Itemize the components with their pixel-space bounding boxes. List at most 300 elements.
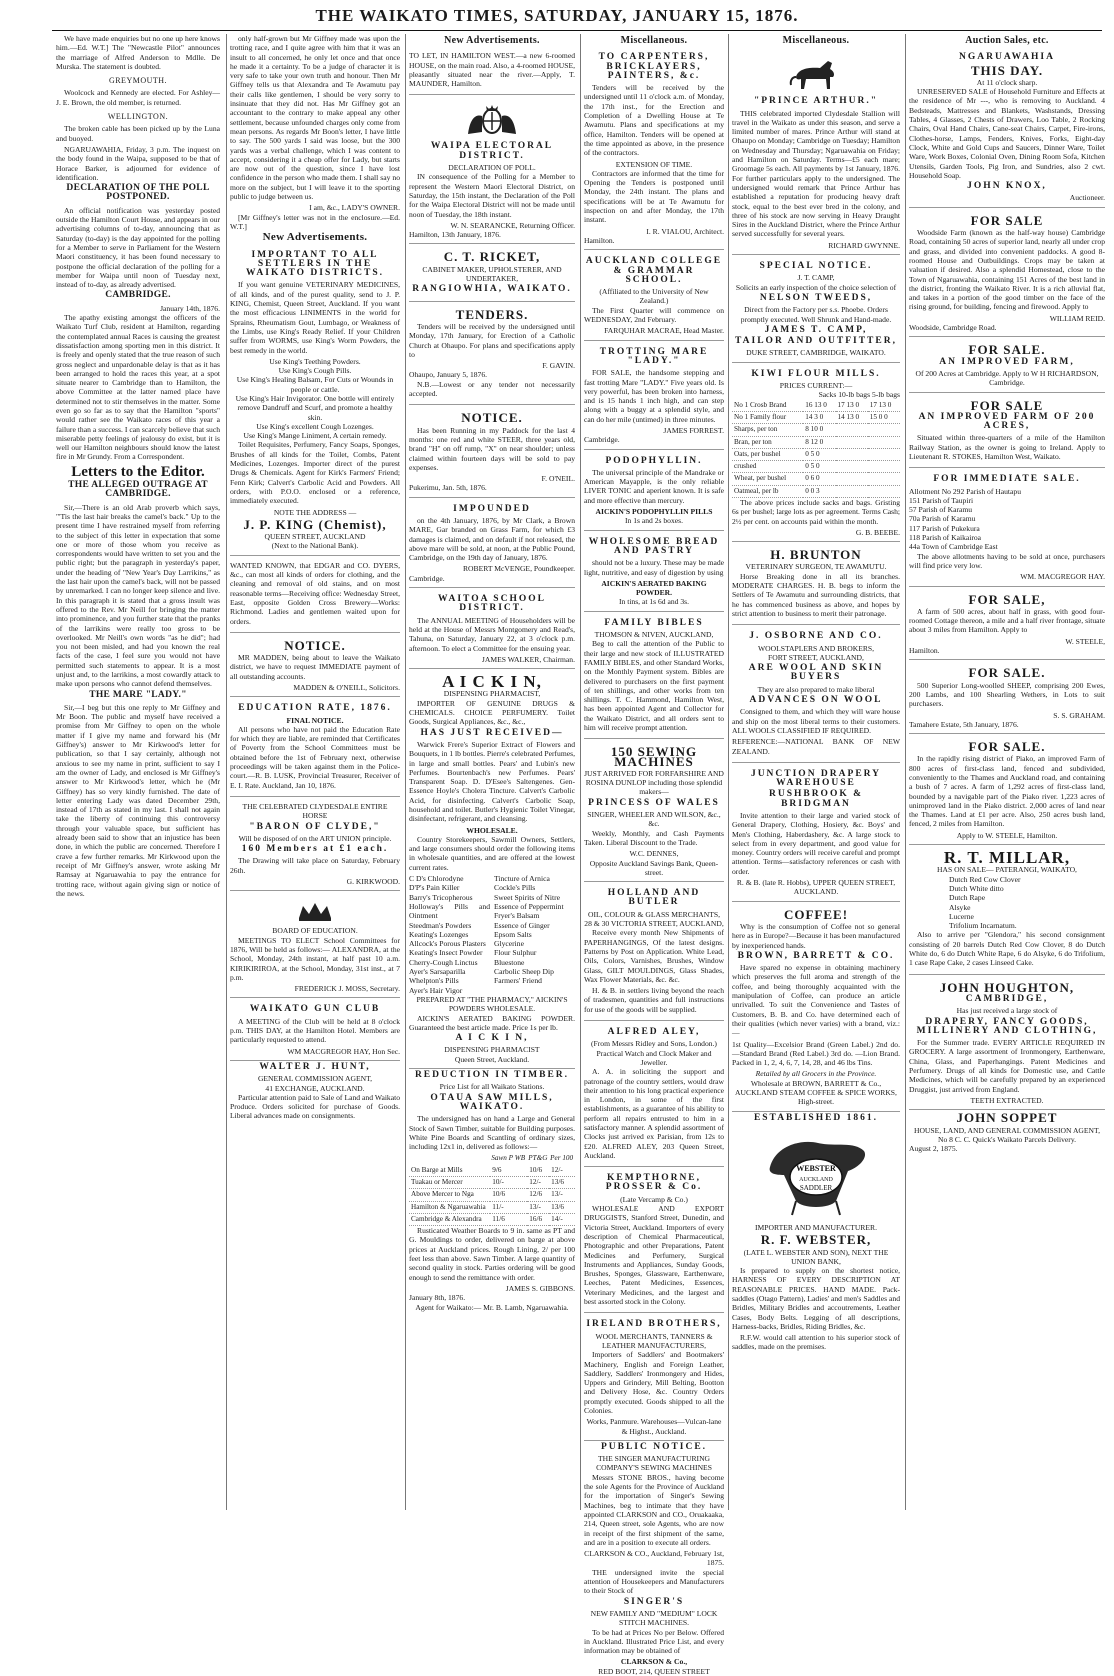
allotment-item: 57 Parish of Karamu [909,505,973,515]
royal-arms-icon [464,104,520,138]
ricket-place: RANGIOWHIA, WAIKATO. [412,284,572,295]
sale-body: Of 200 Acres at Cambridge. Apply to W H RICHARDSON, Cambridge. [915,368,1099,388]
ngaruawahia-heading: NGARUAWAHIA [959,52,1055,63]
education-subheading: FINAL NOTICE. [286,715,344,725]
saddle-illustration-icon [756,1127,876,1219]
college-body: The First Quarter will commence on WEDNESDAY, 2nd February. [584,305,724,325]
ad-tenders [409,304,575,406]
king-heading: IMPORTANT TO ALL SETTLERS IN THE WAIKATO DISTRICTS. [245,249,385,279]
aickin-item: D'P's Pain Killer [409,883,460,893]
king-tail: Toilet Requisites, Perfumery, Fancy Soaps, Sponges, Brushes of all kinds for the Toilet, Combs, Patent Medicines, Lozenges. Importer direct of the purest Drugs & Chemicals. Agent for Kirk's Farmers' Friend; Fenn Kirk; Calvert's Carbolic Acid and Powders. All orders, with P.O.O. enclosed or a reference, immediately executed. [230,440,400,506]
kiwi-cell: Sharps, per ton [732,424,803,436]
kiwi-cell [868,436,900,448]
aickin-item: Ayer's Hair Vigor [409,985,463,995]
kiwi-cell: 17 13 0 [836,400,868,412]
ad-aickin-pharmacist [409,671,575,1069]
soppet-subheading: HOUSE, LAND, AND GENERAL COMMISSION AGENT, [913,1125,1101,1135]
king-product-item: Use King's Mange Liniment, A certain remedy. [243,431,387,441]
ad-special-notice [732,257,900,363]
ad-alfred-aley [584,1023,724,1167]
osborne-address: FORT STREET, AUCKLAND, [768,652,864,662]
kiwi-row [732,448,900,460]
masthead: THE WAIKATO TIMES, SATURDAY, JANUARY 15, 1876. [315,6,799,25]
kiwi-cell [836,424,868,436]
kiwi-row [732,461,900,473]
king-product-item: Use King's Teething Powders. [269,356,361,366]
osborne-reference: REFERENCE:—NATIONAL BANK OF NEW ZEALAND. [732,737,900,756]
aickin-item: Keating's Lozenges [409,929,469,939]
mare-heading: THE MARE "LADY." [89,689,187,700]
ad-podophyllin [584,452,724,531]
kiwi-heading: KIWI FLOUR MILLS. [751,368,881,379]
kiwi-cell: No 1 Family flour [732,411,803,423]
immediate-body: The above allotments having to be sold at once, purchasers will find price very low. [909,551,1105,570]
clyde-body: Will be disposed of on the ART UNION principle. [238,833,392,843]
houghton-place: CAMBRIDGE, [965,993,1049,1004]
timber-cell: 16/6 [527,1213,549,1225]
kiwi-cell: 14 13 0 [836,411,868,423]
timber-header-cell: Per 100 [550,1154,574,1163]
kempthorne-body: WHOLESALE AND EXPORT DRUGGISTS, Stanford Street, Dunedin, and Victoria Street, Auckland. Importers of every description of Chemical Pharmaceutical, Photographic and other Preparations, Patent Medicines and Perfumery, Surgical Instruments and Appliances, Sunday Goods, Brushes, Sponges, Glassware, Earthenware, Leeches, Patent Medicines, Essences, Veterinary Medicines, and the largest and best assorted stock in the Colony. [584,1204,724,1307]
timber-cell: 10/6 [527,1165,549,1177]
holland-heading: HOLLAND AND BUTLER [607,888,701,908]
allotment-item: 118 Parish of Kaikairoa [909,533,982,543]
sale-subheading: AN IMPROVED FARM OF 200 ACRES, [918,411,1096,432]
ireland-works: Works, Panmure. Warehouses—Vulcan-lane & Highst., Auckland. [586,1417,722,1436]
houghton-tail: For the Summer trade. EVERY ARTICLE REQUIRED IN GROCERY. A large assortment of Ironmongery, Earthenware, China, Glass, and Paperhangings. Patent Medicines and Perfumery. Drugs of all kinds for Domestic use, and Cattle Medicines, which will be carefully prepared by an experienced Druggist, just arrived from England. [909,1038,1105,1094]
notice-body: Has been Running in my Paddock for the last 4 months: one red and white STEER, three years old, brand "H" on off rump, "X" on near shoulder; unless claimed within fourteen days will be sold to pay expenses. [409,425,575,472]
aickin-item: Holloway's Pills and Ointment [409,901,490,921]
aickin-subheading: DISPENSING PHARMACIST, [443,689,541,699]
crown-crest-icon [295,900,335,922]
public-notice-subheading: THE SINGER MANUFACTURING COMPANY'S SEWING MACHINES [596,1454,712,1473]
ad-ricket [409,246,575,301]
singer-name: SINGER'S [623,1596,685,1607]
junction-signature: R. & B. (late R. Hobbs), UPPER QUEEN STREET, AUCKLAND. [736,878,896,897]
school-signature: JAMES WALKER, Chairman. [481,654,575,664]
column-divider [728,34,729,1510]
outrage-letter: Sir,—There is an old Arab proverb which says, "'Tis the last hair breaks the camel's back." Up to the present time I have restrained myself from referring to the subject of this letter in expectation that some one or more of those whom you receive as correspondents would have written to set you and the public right; but the paragraph in yesterday's paper, under the heading of "New Year's Day Larrikins," as the last hair upon the camel's back, will not be passed by unremarked. I can no longer keep silence and live. In this paragraph it is stated that a gross insult was offered to the Rev. Mr Neill for bringing the matter into prominence, and you further state that the pranks of the larrikins were really too gross to be overlooked. Mr Neill's own words "as he did"; had you not been misled, and had you known the real facts of the case, I feel sure you would not have permitted such statements to appear. It is a most unjust and, to the larrikins, a most cowardly attack to make upon persons who cannot defend themselves. [56,502,220,689]
impounded-body: on the 4th January, 1876, by Mr Clark, a Brown MARE, Gar branded on Grass Farm, for which £3 damages is claimed, and on default if not released, the above mare will be sold, at noon, at the Public Pound, Cambridge, on the 19th day of January, 1876. [409,515,575,563]
kiwi-cell: 16 13 0 [803,400,835,412]
ad-wanted-known [230,558,400,633]
column-miscellaneous [584,34,725,1676]
aickin-powder: AICKIN'S AERATED BAKING POWDER. Guaranteed the best article made. Price 1s per lb. [409,1013,575,1032]
established-heading: ESTABLISHED 1861. [753,1112,879,1123]
prince-arthur-body: THIS celebrated imported Clydesdale Stallion will travel in the Waikato as under this season, and serve a limited number of mares. Prince Arthur will stand at Ohaupo on Monday; Cambridge on Tuesday; Hamilton on Wednesday and Thursday; Ngaruawahia on Friday; and Hamilton on Saturday. Terms—£5 each mare; Groomage 5s each. All payments by 1st January, 1876. For further particulars apply to the undersigned. The undersigned would remark that Prince Arthur has established a reputation for producing heavy draft stock, equal to the best ever bred in the colony, and three of his stock are now serving in Heavy Draught Sires in the Auckland District, where the Prince Arthur served successfully for several years. [732,108,900,239]
aickin-item: Essence of Ginger [494,920,550,930]
kiwi-cell: 0 5 0 [803,461,835,473]
poll-heading: DECLARATION OF THE POLL POSTPONED. [66,183,210,203]
extension-heading: EXTENSION OF TIME. [615,159,693,169]
timber-cell: 12/6 [527,1189,549,1201]
sale-heading: FOR SALE. [968,342,1046,358]
sale-subheading: AN IMPROVED FARM, [939,356,1075,367]
extension-place: Hamilton. [584,235,615,245]
houghton-body: Has just received a large stock of [956,1006,1058,1016]
kiwi-row [732,485,900,497]
aickin-item: Whelpton's Pills [409,976,459,986]
ad-immediate-sale [909,470,1105,586]
timber-cell: 13/6 [549,1201,575,1213]
notice-heading: NOTICE. [284,637,346,653]
timber-row [409,1165,575,1177]
sewing-make: PRINCESS OF WALES [588,797,720,808]
ad-for-sale-farm-200 [909,339,1105,392]
aley-trade: Practical Watch and Clock Maker and Jeweller. [596,1048,712,1067]
millar-seed-item: Lucerne [949,911,974,921]
mare-letter: Sir,—I beg but this one reply to Mr Giffney and Mr Boon. The public and myself have received a promise from Mr Giffney to open on the whole matter if I give my name and forward his (Mr Giffney's) answer to Mr Kirkwood's letter for publication, so that I say certainly, although not anxious to see my name in print, sufficient to say I am the owner of Lady, and enclosed is Mr Giffney's answer to Mr Kirkwood's letter, which he (Mr Giffney) has so very kindly furnished. The date of letter entering Lady was dated December 29th, instead of 17th as stated in my last. I shall not again take the liberty of continuing this controversy through your valuable space, but sufficient has already been said to show that an injustice has been done, in which the public are concerned. Therefore I crave a few further remarks. Mr Kirkwood upon the receipt of Mr Giffney's answer, wrote asking Mr Ramsay at Ngaruawahia to pay the entrance for trotting race, without again giving sign or notice of the news. [56,702,220,898]
otaua-heading: OTAUA SAW MILLS, WAIKATO. [430,1092,554,1112]
cambridge-date: January 14th, 1876. [160,303,220,313]
bibles-from: THOMSON & NIVEN, AUCKLAND, [594,630,714,640]
timber-subheading: Price List for all Waikato Stations. [439,1082,545,1092]
sewing-subheading: JUST ARRIVED FOR FORFARSHIRE AND ROSINA DUNLOP including those splendid makers— [584,768,724,797]
kiwi-row [732,436,900,448]
king-product-list [230,357,400,441]
aickin-item: Epsom Salts [494,929,532,939]
ricket-name: C. T. RICKET, [443,249,541,265]
timber-cell: 13/6 [549,1176,575,1188]
trotting-signature: JAMES FORREST. [663,425,724,435]
millar-seed-item: Dutch Red Cow Clover [949,874,1021,884]
osborne-body: They are also prepared to make liberal [757,684,875,694]
ad-for-sale-farm-hamilton [909,395,1105,469]
timber-header [409,1153,575,1164]
sewing-heading: 150 SEWING MACHINES [610,744,698,769]
kempthorne-subheading: (Late Vercamp & Co.) [620,1194,688,1204]
education-body: All persons who have not paid the Education Rate for which they are liable, are reminded that Certificates of Poverty from the School Committees must be obtained before the 1st of February next, otherwise proceedings will be taken against them in the Police-court.—R. B. LUSK, Provincial Treasurer, Receiver of E. I. Rate. Auckland, Jan 10, 1876. [230,724,400,790]
coffee-body: Why is the consumption of Coffee not so general here as in Europe?—Because it has been manufactured by inexperienced hands. [732,921,900,950]
importer-heading: IMPORTER AND MANUFACTURER. [755,1222,877,1232]
timber-agent: Agent for Waikato:— Mr. B. Lamb, Ngaruawahia. [415,1302,569,1312]
impounded-signature: ROBERT McVENGE, Poundkeeper. [462,564,575,574]
aickin-received: HAS JUST RECEIVED— [420,727,564,738]
osborne-subheading: WOOLSTAPLERS AND BROKERS, [757,643,875,653]
column-news [56,34,220,1510]
millar-subheading: HAS ON SALE— PATERANGI, WAIKATO, [937,865,1077,875]
sale-heading: FOR SALE. [968,739,1046,755]
dateline-greymouth: GREYMOUTH. [108,76,168,86]
coffee-tail: Have spared no expense in obtaining machinery which preserves the full aroma and strength of the coffee, and being thoroughly acquainted with the manipulation of Coffee, can produce an article unrivalled. To suit the Convenience and Tastes of Customers, B. B. and Co. have determined each of their qualities (which never varies) with a brand, viz.:— [732,963,900,1038]
waipa-heading: WAIPA ELECTORAL DISTRICT. [430,141,554,161]
ad-carpenters [584,48,724,250]
timber-cell: Above Mercer to Nga [409,1189,490,1201]
ngaruawahia-day: THIS DAY. [970,62,1044,78]
waipa-body: IN consequence of the Polling for a Member to represent the Western Maori Electoral District, on Saturday, the 15th instant, the Declaration of the Poll for the Waipa Electoral District will not be made until noon of Tuesday, the 18th instant. [409,172,575,219]
sewing-signature: W.C. DENNES, [629,849,679,859]
aickin-heading: A I C K I N, [442,672,542,692]
trotting-heading: TROTTING MARE "LADY." [599,346,709,366]
gun-body: A MEETING of the Club will be held at 8 o'clock p.m. THIS DAY, at the Hamilton Hotel. Members are particularly requested to attend. [230,1016,400,1045]
aickin-item: Sweet Spirits of Nitre [494,892,561,902]
aickin-item: Flour Sulphur [494,948,537,958]
aickin-footer-title: DISPENSING PHARMACIST [444,1045,540,1055]
knox-name: JOHN KNOX, [967,181,1047,192]
immediate-heading: FOR IMMEDIATE SALE. [933,474,1081,485]
king-product-item: Use King's excellent Cough Lozenges. [256,421,374,431]
notice-signature: MADDEN & O'NEILL, Solicitors. [293,683,400,692]
kiwi-cell [836,473,868,485]
timber-header-cell: PT&G [528,1154,548,1163]
ad-waipa-electoral [409,97,575,244]
outrage-heading: THE ALLEGED OUTRAGE AT CAMBRIDGE. [68,480,208,500]
king-product-item: Use King's Cough Pills. [278,366,352,376]
coffee-heading: COFFEE! [783,906,849,922]
kiwi-cell: Oatmeal, per lb [732,485,803,497]
king-product-item: Use King's Healing Balsam, For Cuts or Wounds in people or cattle. [236,375,394,394]
notice-signature: F. O'NEIL. [541,474,575,484]
tenders-body: Tenders will be received by the undersigned until Monday, 17th January, for Erection of a Catholic Church at Ohaupo. For plans and specifications apply to [409,321,575,359]
ad-prince-arthur [732,48,900,255]
aickin-list: Warwick Frere's Superior Extract of Flowers and Bouquets, in 1 lb bottles. Pierre's celebrated Perfumes, in large and small bottles. Pears' and Lubin's new Perfumes. Bourtenbach's new Perfumes. Pears' Transparent Soap. D. D'Esee's Saltengenes. Gen-Essence Hoyle's Cholera Tincture. Calvert's Carbolic Acid, for disinfecting. Calvert's Carbolic Soap, household and toilet. Butler's Hygienic Toilet Vinegar, disinfectant, refrigerant, and cleansing. [409,739,575,824]
trotting-place: Cambridge. [584,435,620,445]
aickin-item: Bluestone [494,957,525,967]
timber-cell: On Barge at Mills [409,1165,490,1177]
aickin-item: Barry's Tricopherous [409,892,473,902]
brunton-heading: H. BRUNTON [770,547,862,563]
holland-body: Receive every month New Shipments of PAPERHANGINGS, Of the latest designs. Patterns by Post on Application. White Lead, Oils, Colors, Varnishes, Brushes, Window Glass, GILT MOULDINGS, Glass Shades, Wax Flower Materials, &c. &c. [584,928,724,984]
to-let-body: TO LET, IN HAMILTON WEST.—a new 6-roomed HOUSE, on the main road. Also, a 4-roomed HOUSE, pleasantly situated near the river.—Apply, T. MAUNDER, Hamilton. [409,51,575,89]
bread-price: In tins, at 1s 6d and 3s. [618,597,690,607]
sale-signature: W. STEELE, [1065,636,1105,646]
waipa-date: Hamilton, 13th January, 1876. [409,230,501,240]
singer-body: THE undersigned invite the special attention of Housekeepers and Manufacturers to their Stock of [584,1567,724,1596]
soppet-heading: JOHN SOPPET [956,1110,1058,1126]
aley-heading: ALFRED ALEY, [607,1027,701,1038]
ad-baron-of-clyde [230,799,400,891]
sale-place: Hamilton. [909,646,940,656]
timber-cell: 14/- [549,1213,575,1225]
singer-signature: CLARKSON & Co., [620,1657,688,1667]
bibles-body: Beg to call the attention of the Public to their large and new stock of ILLUSTRATED FAMILY BIBLES, and other Standard Works, on the Monthly Payment system. Bibles are delivered to purchasers on the first payment of ten shillings, and other works from ten shillings. T. C. Hammond, Hamilton West, has been appointed Agent and Collector for the Waikato District, and all orders sent to him will receive prompt attention. [584,639,725,732]
clyde-heading: THE CELEBRATED CLYDESDALE ENTIRE HORSE [242,801,388,821]
ricket-trade: CABINET MAKER, UPHOLSTERER, AND UNDERTAKER, [422,264,562,284]
kiwi-cell [836,461,868,473]
miscellaneous-heading: Miscellaneous. [782,35,850,46]
podophyllin-heading: PODOPHYLLIN. [605,455,703,466]
gun-signature: WM MACGREGOR HAY, Hon Sec. [287,1046,400,1056]
column-divider [405,34,406,1510]
hunt-name: WALTER J. HUNT, [259,1061,371,1072]
sale-body: Woodside Farm (known as the half-way house) Cambridge Road, containing 50 acres of superior land, nearly all under crop and grass, and divided into convenient paddocks. A good 8-roomed House and Outbuildings. Crops may be taken at valuation if desired. Also a splendid Homestead, close to the Town of Ngaruawahia, containing 151 Acres of the best land in the district, fronting the Waikato River. It is a rich alluvial flat, and takes in a portion of the good timber on the face of the rising ground, for building, fencing and firewood. Apply to [909,228,1105,312]
timber-tail: Rusticated Weather Boards to 9 in. same as PT and G. Mouldings to order, delivered on barge at above prices at Auckland prices. Rough Lining, 2/ per 100 feet less than above. Sawn Timber. A large quantity of second quality in stock. Parties ordering will be good enough to send the remittance with order. [409,1226,575,1282]
ad-gun-club [230,1000,400,1060]
kiwi-column-head: Sacks 10-lb bags 5-lb bags [818,390,900,400]
timber-row [409,1201,575,1213]
tenders-note: N.B.—Lowest or any tender not necessarily accepted. [409,379,575,399]
ad-bread-pastry [584,533,724,612]
letter-signature: I am, &c., LADY'S OWNER. [309,203,400,213]
board-heading: BOARD OF EDUCATION. [272,926,358,936]
timber-row [409,1213,575,1225]
kiwi-cell: 14 3 0 [803,411,835,423]
ad-ngaruawahia-sale [909,48,1105,207]
timber-row [409,1189,575,1201]
knox-role: Auctioneer. [1069,193,1105,203]
kiwi-cell [868,473,900,485]
news-ngaruawahia: NGARUAWAHIA, Friday, 3 p.m. The inquest on the body found in the Waipa, supposed to be that of Horace Barker, is adjourned for evidence of identification. [56,144,220,182]
timber-cell: 12/- [549,1165,575,1177]
kiwi-cell [868,424,900,436]
holland-address: 28 & 30 VICTORIA STREET, AUCKLAND, [584,919,724,929]
ad-osborne [732,627,900,763]
ad-auckland-college [584,252,724,340]
aickin-body: IMPORTER OF GENUINE DRUGS & CHEMICALS. CHOICE PERFUMERY. Toilet Goods, Surgical Appliances, &c., &c., [409,698,575,727]
kiwi-cell [868,485,900,497]
tenders-heading: TENDERS. [455,306,529,322]
sale-body: In the rapidly rising district of Piako, an improved Farm of 800 acres of first-class land, fenced and subdivided, conveniently to the Thames and Auckland road, and containing a bush of 7 acres. A farm of 1,292 acres of first-class land, bounded by a navigable part of the Piako river. 1,223 acres of unimproved land in the Piako district. 2,000 acres of land near the Thames. Land at £1 per acre. Also, 250 acres bush land, fenced, 2 miles from Hamilton. [909,754,1105,829]
ireland-heading: IRELAND BROTHERS, [586,1319,722,1330]
trotting-body: FOR SALE, the handsome stepping and fast trotting Mare "LADY." Five years old. Is very powerful, has been broken into harness, and is 15 hands 1 inch high, and can step along with a buggy at a splendid style, and can do her mile (untimed) in three minutes. [584,368,724,424]
news-wellington: The broken cable has been picked up by the Luna and buoyed. [56,124,220,143]
timber-signature: JAMES S. GIBBONS. [505,1283,575,1293]
sale-signature: WILLIAM REID. [1049,313,1105,323]
ad-board-of-education [230,893,400,998]
osborne-heading: J. OSBORNE AND CO. [749,631,883,642]
hunt-body: Particular attention paid to Sale of Land and Waikato Produce. Orders solicited for purchase of Goods. Liberal advances made on consignments. [230,1092,400,1121]
aickin-footer-address: Queen Street, Auckland. [454,1054,530,1064]
podophyllin-body: The universal principle of the Mandrake or American Mayapple, is the only reliable LIVER TONIC and aperient known. It is safe and more effective than mercury. [584,467,724,505]
brunton-subheading: VETERINARY SURGEON, TE AWAMUTU. [745,562,887,572]
aickin-item: Ayer's Sarsaparilla [409,967,466,977]
kiwi-cell: 0 6 0 [803,473,835,485]
aickin-item: Cherry-Cough Linctus [409,957,478,967]
horse-illustration-icon [786,55,846,93]
kiwi-price-table [732,400,900,498]
kiwi-cell: 15 0 0 [868,411,900,423]
coffee-wholesale: Wholesale at BROWN, BARRETT & Co., AUCKLAND STEAM COFFEE & SPICE WORKS, High-street. [735,1078,897,1107]
houghton-heading: JOHN HOUGHTON, [939,979,1075,995]
timber-cell: 9/6 [490,1165,527,1177]
kiwi-cell [836,448,868,460]
singer-model: NEW FAMILY AND "MEDIUM" LOCK STITCH MACHINES. [590,1608,718,1628]
aley-body: A. A. in soliciting the support and patronage of the country settlers, would draw their attention to his long practical experience in London, in some of the first establishments, as a guarantee of his ability to perform all repairs entrusted to him in a satisfactory manner. A splendid assortment of Clocks just arrived ex Parisian, from 12s to £20. ALFRED ALEY, 203 Queen Street, Auckland. [584,1067,724,1160]
nelson-subheading: Direct from the Factory per s.s. Phoebe. Orders promptly executed. Well Shrunk and Hand-made. [740,305,892,324]
soppet-date: August 2, 1875. [909,1144,958,1154]
aickin-item: Keating's Insect Powder [409,948,483,958]
sewing-address: Opposite Auckland Savings Bank, Queen-street. [589,858,719,877]
sale-body: A farm of 500 acres, about half in grass, with good four-roomed Cottage thereon, a mile and a half river frontage, situate about 3 miles from Hamilton. Apply to [909,606,1105,635]
sale-heading: FOR SALE [970,212,1044,228]
kiwi-cell: 0 0 3 [803,485,835,497]
saddle-place-text: AUCKLAND [799,1176,833,1183]
junction-body: Invite attention to their large and varied stock of General Drapery, Clothing, Hosiery, &c. Boys' and Men's Clothing, Haberdashery, &c. A large stock to select from in every department, and good value for money. Country orders will receive careful and prompt attention. Terms—satisfactory references or cash with order. [732,811,900,876]
new-advertisements-heading: New Advertisements. [262,231,368,244]
teeth-extracted: TEETH EXTRACTED. [970,1095,1044,1105]
aickin-wholesale-body: Country Storekeepers, Sawmill Owners, Settlers, and large consumers should order the following items in wholesale quantities, and are offered at the lowest current rates. [409,834,575,872]
osborne-tail: Consigned to them, and which they will ware house and ship on the most liberal terms to their customers. ALL WOOLS CLASSIFIED IF REQUIRED. [732,707,900,735]
college-subheading: (Affiliated to the University of New Zealand.) [599,287,709,306]
column-divider [226,34,227,1510]
ad-notice-madden [230,635,400,697]
immediate-signature: WM. MACGREGOR HAY. [1020,572,1105,582]
sale-heading: FOR SALE [970,397,1044,413]
millar-heading: R. T. MILLAR, [943,848,1071,868]
waipa-subheading: DECLARATION OF POLL. [448,163,536,173]
timber-header-cell: Sawn P WB [491,1154,526,1163]
kiwi-cell [868,448,900,460]
millar-seed-item: Dutch White ditto [949,883,1004,893]
aickin-item: Carbolic Sheep Dip [494,967,554,977]
special-body: Solicits an early inspection of the choice selection of [735,282,897,292]
podophyllin-pills: AICKIN'S PODOPHYLLIN PILLS [595,507,713,517]
ad-waitoa-school [409,590,575,669]
column-auction-sales [909,34,1105,1510]
bibles-heading: FAMILY BIBLES [604,617,704,628]
ad-sewing-machines [584,741,724,882]
kiwi-subheading: PRICES CURRENT:— [779,381,853,391]
gun-heading: WAIKATO GUN CLUB [249,1004,381,1015]
timber-cell: 11/- [490,1201,527,1213]
school-body: The ANNUAL MEETING of Householders will be held at the House of Messrs Montgomery and Read's, Tahuna, on Saturday, January 22, at 3 o'clock p.m. afternoon. To elect a Committee for the ensuing year. [409,615,575,653]
aickin-item: Glycerine [494,939,524,949]
ad-king-chemist [230,246,400,556]
public-notice-signature: CLARKSON & CO., Auckland, February 1st, 1875. [584,1549,724,1568]
carpenters-heading: TO CARPENTERS, BRICKLAYERS, PAINTERS, &c. [598,52,710,81]
ad-family-bibles [584,614,724,740]
aickin-prepared: PREPARED AT "THE PHARMACY," AICKIN'S POWDERS WHOLESALE. [416,994,568,1014]
wanted-body: WANTED KNOWN, that EDGAR and CO. DYERS, &c., can most all kinds of orders for clothing, and the cleaning and removal of old stains, and on most reasonable terms—Receiving office: Wednesday Street, East, opposite Golden Cross Brewery—Works: Richmond. Ladies and gentlemen waited upon for orders. [230,560,400,626]
timber-cell: 10/6 [490,1189,527,1201]
editor-note: [Mr Giffney's letter was not in the enclosure.—Ed. W.T.] [230,212,400,231]
aickin-item: Farmers' Friend [494,976,542,986]
aickin-wholesale: WHOLESALE. [466,825,518,835]
bread-body: should not be a luxury. These may be made light, nutritive, and easy of digestion by using [584,558,724,577]
ad-to-let [409,48,575,95]
houghton-goods: DRAPERY, FANCY GOODS, MILLINERY AND CLOTHING, [916,1016,1098,1036]
ad-for-sale-woodside [909,210,1105,338]
allotment-item: 70a Parish of Karamu [909,514,976,524]
millar-body: Also to arrive per "Glendora," his second consignment consisting of 20 barrels Dutch Red Cow Clover, 8 do Dutch White do, 6 do Dutch White Rape, 6 do Alsyke, 6 do Trifolium, 1 case Rape Cake, 2 cases Linseed Cake. [909,930,1105,968]
timber-cell: Cambridge & Alexandra [409,1213,490,1225]
notice-heading: NOTICE. [461,410,523,426]
allotment-list [909,487,1105,552]
timber-heading: REDUCTION IN TIMBER. [414,1070,570,1081]
timber-cell: Tuakau or Mercer [409,1176,490,1188]
kiwi-row [732,424,900,436]
ad-public-notice [584,1443,724,1676]
ireland-subheading: WOOL MERCHANTS, TANNERS & LEATHER MANUFACTURERS, [595,1331,713,1350]
ad-for-sale-piako [909,736,1105,845]
king-note: NOTE THE ADDRESS — [273,507,357,517]
clyde-members: 160 Members at £1 each. [241,844,389,855]
clyde-signature: G. KIRKWOOD. [346,877,400,887]
special-name: J. T. CAMP, [797,273,835,283]
camp-name: JAMES T. CAMP, [764,324,868,335]
kiwi-cell: Wheat, per bushel [732,473,803,485]
millar-seed-item: Alsyke [949,902,971,912]
aickin-item: Essence of Peppermint [494,901,564,911]
aickin-footer-name: A I C K I N, [455,1033,529,1044]
kiwi-cell: crushed [732,461,803,473]
column-divider [905,34,906,1510]
auction-sales-heading: Auction Sales, etc. [965,35,1049,46]
clyde-name: "BARON OF CLYDE," [249,821,381,832]
education-heading: EDUCATION RATE, 1876. [238,703,392,714]
timber-date: January 8th, 1876. [409,1293,466,1303]
singer-address: RED BOOT, 214, QUEEN STREET [598,1666,710,1676]
timber-cell: 12/- [527,1176,549,1188]
tenders-date: Ohaupo, January 5, 1876. [409,370,488,380]
allotment-item: 44a Town of Cambridge East [909,542,998,552]
notice-body: MR MADDEN, being about to leave the Waikato district, we have to request IMMEDIATE payment of all outstanding accounts. [230,653,400,681]
news-greymouth: Woolcock and Kennedy are elected. For Ashley—J. E. Brown, the old member, is returned. [56,88,220,107]
new-advertisements-heading: New Advertisements. [444,35,540,46]
ad-trotting-mare [584,343,724,450]
kiwi-cell [868,461,900,473]
ad-walter-hunt [230,1063,400,1121]
